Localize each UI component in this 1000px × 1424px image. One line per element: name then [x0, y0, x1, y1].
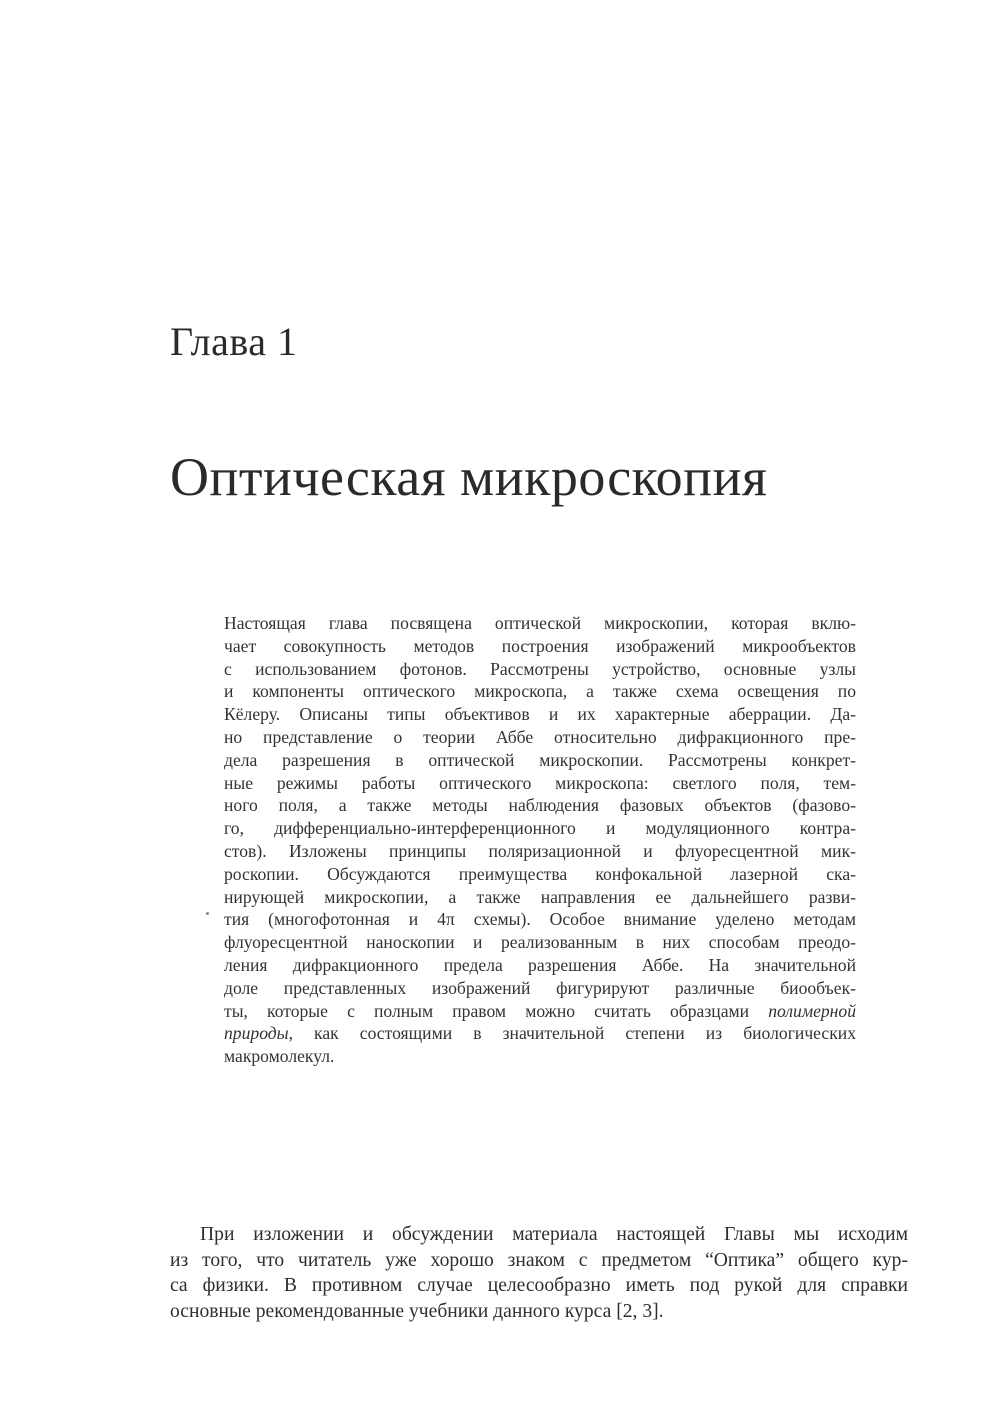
- abstract-line: нирующей микроскопии, а также направления ее дальнейшего разви-: [224, 886, 856, 907]
- chapter-label: Глава 1: [170, 319, 298, 364]
- body-line: При изложении и обсуждении материала настоящей Главы мы исходим: [200, 1224, 908, 1245]
- abstract-line: Кёлеру. Описаны типы объективов и их характерные аберрации. Да-: [224, 704, 856, 725]
- abstract-emphasis: полимерной: [768, 1000, 856, 1021]
- abstract-line: роскопии. Обсуждаются преимущества конфокальной лазерной ска-: [224, 863, 856, 884]
- abstract-text: , как состоящими в значительной степени из биологических: [288, 1023, 856, 1044]
- body-paragraph: [170, 1222, 908, 1324]
- abstract-line: стов). Изложены принципы поляризационной и флуоресцентной мик-: [224, 840, 856, 861]
- abstract-line: го, дифференциально-интерференционного и модуляционного контра-: [224, 818, 856, 839]
- stray-mark: [206, 912, 209, 915]
- abstract-line-mixed: [224, 1000, 856, 1023]
- abstract-line: доле представленных изображений фигурируют различные биообъек-: [224, 977, 856, 998]
- abstract-text: ты, которые с полным правом можно считать образцами: [224, 1000, 769, 1021]
- abstract-line: ные режимы работы оптического микроскопа: светлого поля, тем-: [224, 772, 856, 793]
- abstract-line: чает совокупность методов построения изображений микрообъектов: [224, 635, 856, 656]
- body-line: са физики. В противном случае целесообразно иметь под рукой для справки: [170, 1275, 908, 1296]
- abstract-emphasis: природы: [224, 1023, 289, 1044]
- abstract-line: но представление о теории Аббе относительно дифракционного пре-: [224, 726, 856, 747]
- abstract-line: макромолекул.: [224, 1046, 335, 1067]
- abstract-line: с использованием фотонов. Рассмотрены устройство, основные узлы: [224, 658, 856, 679]
- abstract-line: ления дифракционного предела разрешения Аббе. На значительной: [224, 954, 856, 975]
- abstract-line: ного поля, а также методы наблюдения фазовых объектов (фазово-: [224, 795, 856, 816]
- abstract-line: флуоресцентной наноскопии и реализованным в них способам преодо-: [224, 932, 856, 953]
- chapter-title: Оптическая микроскопия: [170, 447, 768, 507]
- abstract-line-mixed: [224, 1022, 856, 1045]
- body-line: основные рекомендованные учебники данного курса [2, 3].: [170, 1300, 664, 1322]
- abstract-line: дела разрешения в оптической микроскопии. Рассмотрены конкрет-: [224, 749, 856, 770]
- chapter-abstract: [224, 612, 856, 1068]
- body-line: из того, что читатель уже хорошо знаком с предметом “Оптика” общего кур-: [170, 1249, 908, 1271]
- abstract-line: и компоненты оптического микроскопа, а также схема освещения по: [224, 681, 856, 702]
- abstract-line: Настоящая глава посвящена оптической микроскопии, которая вклю-: [224, 613, 856, 633]
- abstract-line: тия (многофотонная и 4π схемы). Особое внимание уделено методам: [224, 909, 856, 930]
